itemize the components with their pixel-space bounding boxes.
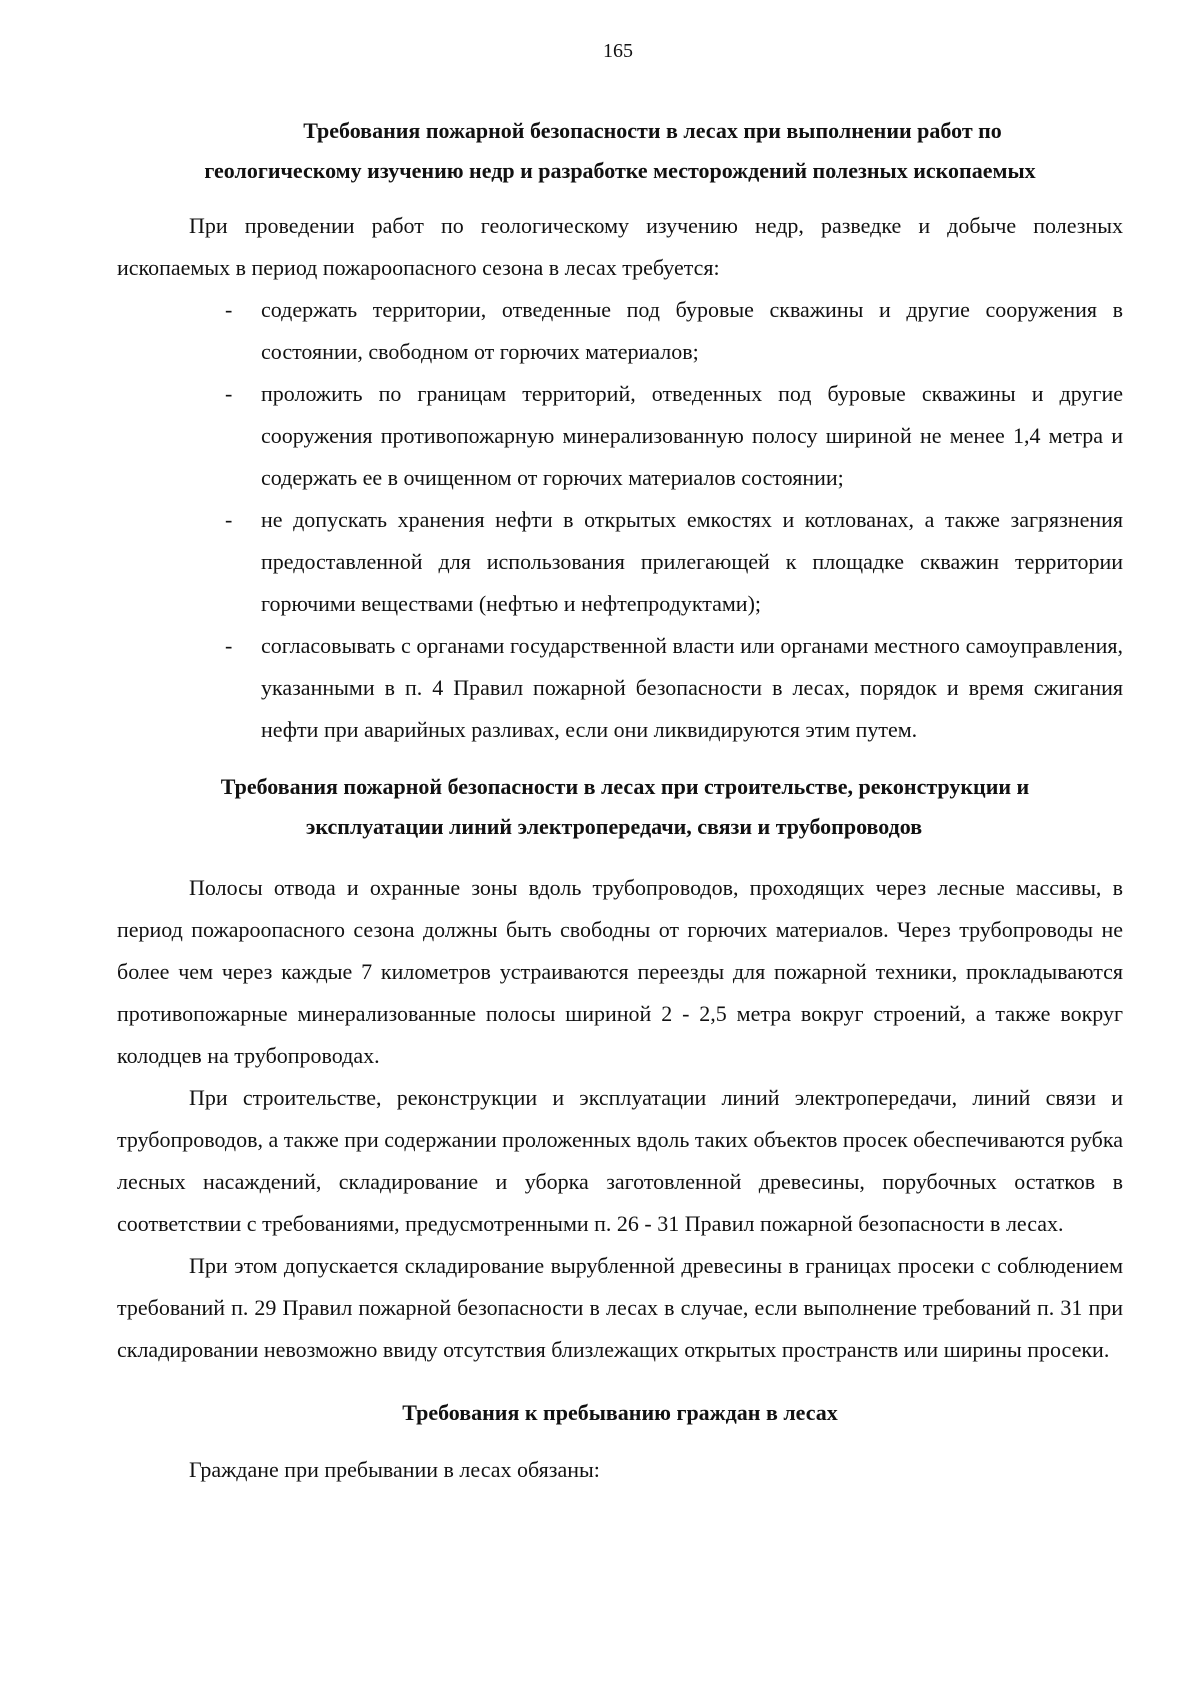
list-item bbox=[117, 373, 1123, 499]
body-paragraph: При строительстве, реконструкции и эксплуатации линий электропередачи, линий связи и трубопроводов, а также при содержании проложенных вдоль таких объектов просек обеспечиваются рубка лесных насаждений, складирование и уборка заготовленной древесины, порубочных остатков в соответствии с требованиями, предусмотренными п. 26 - 31 Правил пожарной безопасности в лесах. bbox=[117, 1085, 1123, 1236]
intro-paragraph: Граждане при пребывании в лесах обязаны: bbox=[189, 1457, 600, 1482]
list-item-text: не допускать хранения нефти в открытых емкостях и котлованах, а также загрязнения предоставленной для использования прилегающей к площадке скважин территории горючими веществами (нефтью и нефтепродуктами); bbox=[261, 507, 1123, 616]
bullet-dash: - bbox=[225, 633, 233, 658]
section-heading-power-lines bbox=[117, 767, 1123, 847]
list-item bbox=[117, 289, 1123, 373]
list-item-text: согласовывать с органами государственной власти или органами местного самоуправления, указанными в п. 4 Правил пожарной безопасности в лесах, порядок и время сжигания нефти при аварийных разливах, если они ликвидируются этим путем. bbox=[261, 633, 1123, 742]
page-number: 165 bbox=[603, 40, 633, 62]
section-heading-citizens bbox=[117, 1393, 1123, 1433]
list-item bbox=[117, 625, 1123, 751]
heading-line: геологическому изучению недр и разработке месторождений полезных ископаемых bbox=[204, 158, 1036, 183]
bullet-dash: - bbox=[225, 297, 233, 322]
list-item bbox=[117, 499, 1123, 625]
bullet-dash: - bbox=[225, 507, 233, 532]
list-item-text: содержать территории, отведенные под буровые скважины и другие сооружения в состоянии, свободном от горючих материалов; bbox=[261, 297, 1123, 364]
bullet-dash: - bbox=[225, 381, 233, 406]
body-paragraph: Полосы отвода и охранные зоны вдоль трубопроводов, проходящих через лесные массивы, в период пожароопасного сезона должны быть свободны от горючих материалов. Через трубопроводы не более чем через каждые 7 километров устраиваются переезды для пожарной техники, прокладываются противопожарные минерализованные полосы шириной 2 - 2,5 метра вокруг строений, а также вокруг колодцев на трубопроводах. bbox=[117, 875, 1123, 1068]
section-heading-geology bbox=[117, 111, 1123, 191]
heading-line: Требования к пребыванию граждан в лесах bbox=[402, 1400, 838, 1425]
heading-line: эксплуатации линий электропередачи, связи и трубопроводов bbox=[305, 814, 923, 839]
page-content bbox=[117, 111, 1123, 1491]
intro-paragraph: При проведении работ по геологическому изучению недр, разведке и добыче полезных ископаемых в период пожароопасного сезона в лесах требуется: bbox=[117, 213, 1123, 280]
heading-line: Требования пожарной безопасности в лесах при строительстве, реконструкции и bbox=[220, 774, 1030, 799]
list-item-text: проложить по границам территорий, отведенных под буровые скважины и другие сооружения противопожарную минерализованную полосу шириной не менее 1,4 метра и содержать ее в очищенном от горючих материалов состоянии; bbox=[261, 381, 1123, 490]
heading-line: Требования пожарной безопасности в лесах при выполнении работ по bbox=[303, 118, 1002, 143]
requirements-list bbox=[117, 289, 1123, 751]
body-paragraph: При этом допускается складирование вырубленной древесины в границах просеки с соблюдением требований п. 29 Правил пожарной безопасности в лесах в случае, если выполнение требований п. 31 при складировании невозможно ввиду отсутствия близлежащих открытых пространств или ширины просеки. bbox=[117, 1253, 1123, 1362]
